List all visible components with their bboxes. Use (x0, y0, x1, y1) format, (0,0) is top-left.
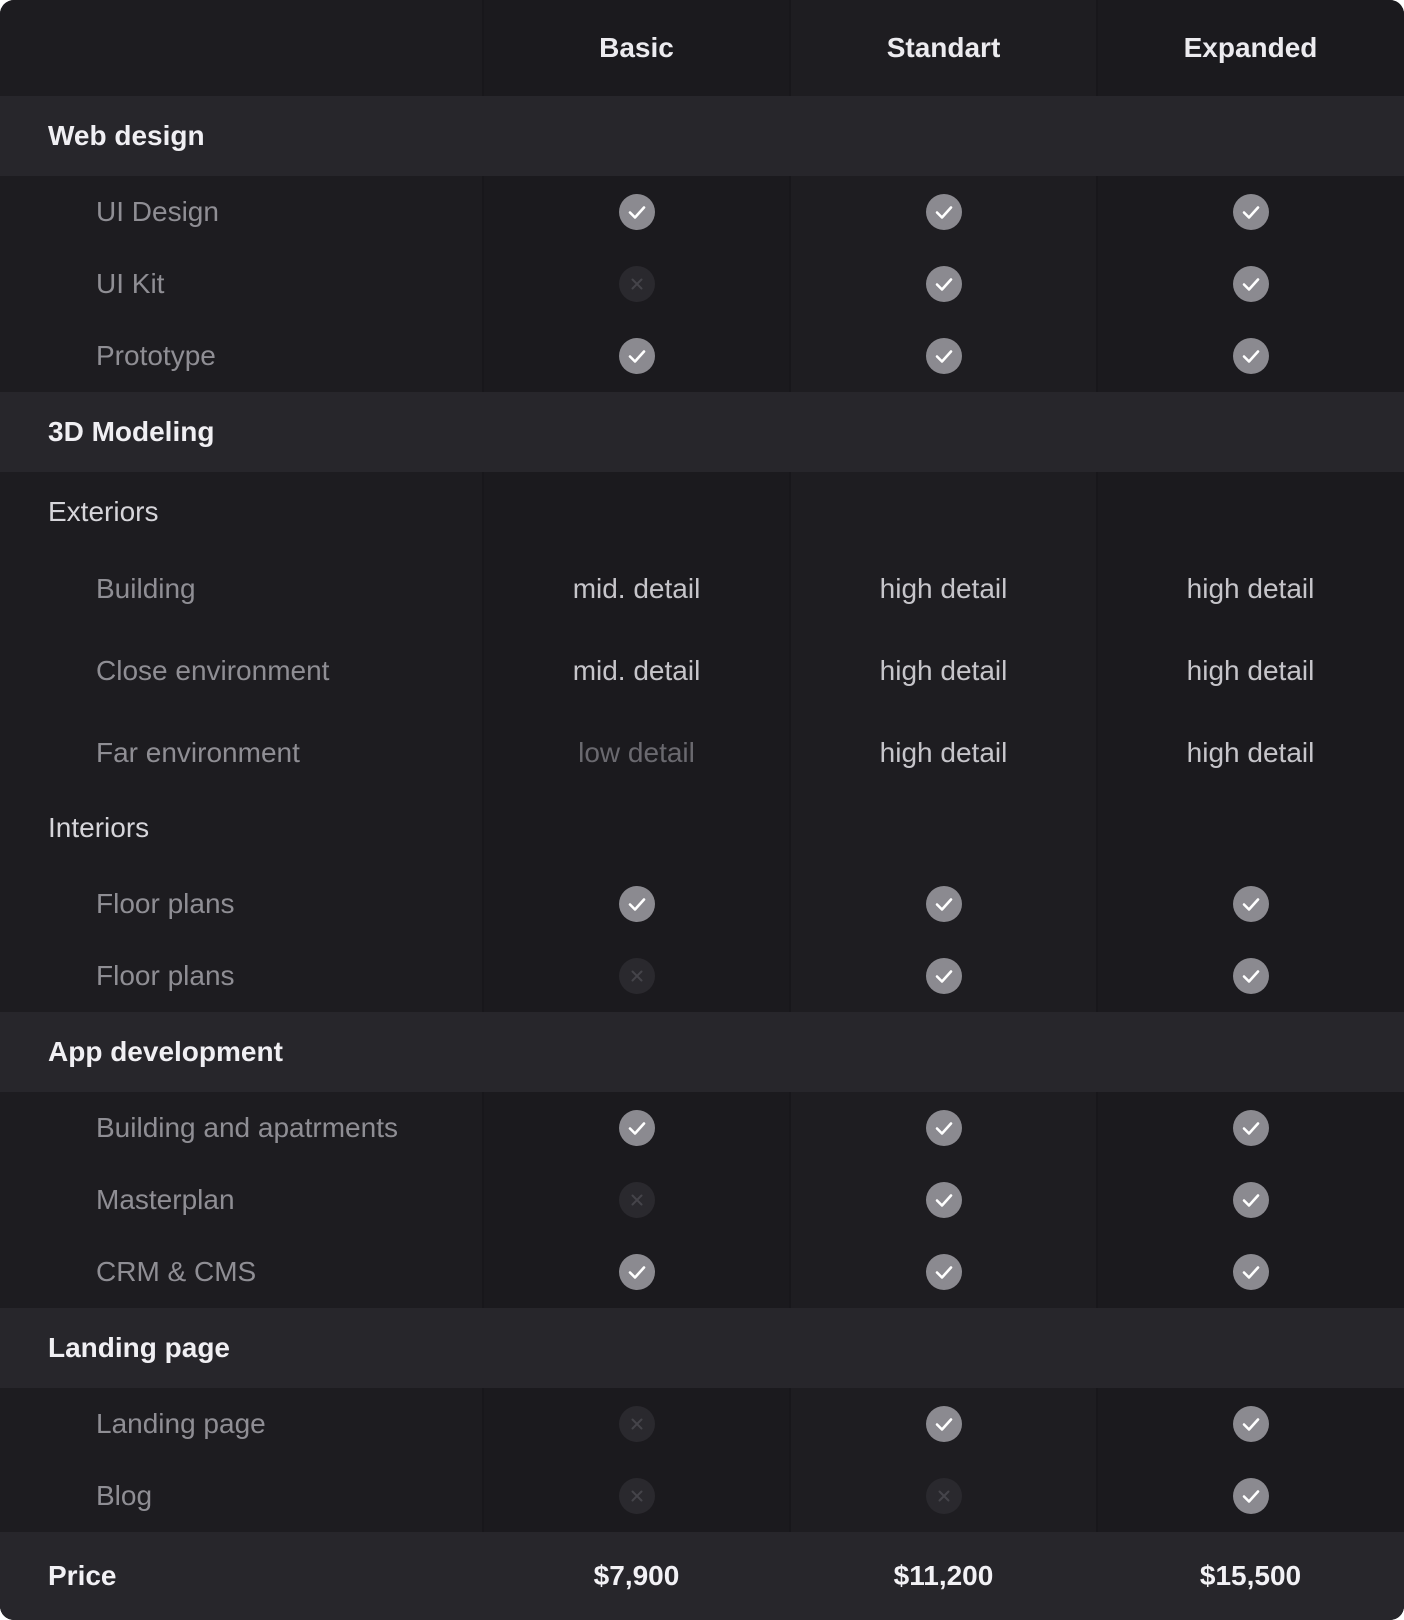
feature-label: Blog (96, 1480, 153, 1511)
cross-icon (619, 958, 655, 994)
section-row-3d-modeling (0, 392, 1404, 472)
cross-icon (926, 1478, 962, 1514)
feature-label: UI Design (96, 196, 219, 227)
feature-cell-standart (790, 868, 1097, 940)
feature-row (0, 712, 1404, 794)
check-icon (926, 886, 962, 922)
feature-cell-standart (790, 1460, 1097, 1532)
feature-cell-basic (483, 1092, 790, 1164)
feature-cell-basic (483, 248, 790, 320)
check-icon (926, 338, 962, 374)
feature-label: Floor plans (96, 960, 235, 991)
price-value: $7,900 (593, 1560, 680, 1591)
feature-cell-basic (483, 630, 790, 712)
price-standart (790, 1532, 1097, 1620)
feature-label: UI Kit (96, 268, 165, 299)
check-icon (926, 1182, 962, 1218)
feature-cell-standart (790, 712, 1097, 794)
subgroup-row-interiors (0, 788, 1404, 868)
feature-cell-standart (790, 320, 1097, 392)
section-row-landing-page (0, 1308, 1404, 1388)
feature-row (0, 248, 1404, 320)
detail-level: mid. detail (572, 655, 701, 686)
check-icon (926, 1406, 962, 1442)
check-icon (926, 1110, 962, 1146)
cross-icon (619, 1478, 655, 1514)
check-icon (619, 194, 655, 230)
feature-row (0, 1164, 1404, 1236)
header-row (0, 0, 1404, 96)
feature-cell-expanded (1097, 1164, 1404, 1236)
feature-label: Building and apatrments (96, 1112, 398, 1143)
feature-cell-standart (790, 940, 1097, 1012)
feature-row (0, 1236, 1404, 1308)
check-icon (1233, 338, 1269, 374)
feature-row (0, 868, 1404, 940)
feature-cell-basic (483, 1460, 790, 1532)
detail-level: high detail (1186, 655, 1315, 686)
feature-cell-expanded (1097, 1388, 1404, 1460)
feature-label: Masterplan (96, 1184, 235, 1215)
check-icon (619, 886, 655, 922)
feature-cell-expanded (1097, 248, 1404, 320)
feature-cell-expanded (1097, 940, 1404, 1012)
check-icon (926, 1254, 962, 1290)
feature-cell-basic (483, 1236, 790, 1308)
feature-row (0, 630, 1404, 712)
feature-cell-standart (790, 548, 1097, 630)
feature-cell-standart (790, 1164, 1097, 1236)
feature-label: Far environment (96, 737, 300, 768)
price-value: $11,200 (893, 1560, 994, 1591)
section-title: App development (48, 1036, 283, 1067)
feature-cell-basic (483, 712, 790, 794)
check-icon (1233, 958, 1269, 994)
feature-label: Building (96, 573, 196, 604)
check-icon (926, 266, 962, 302)
price-basic (483, 1532, 790, 1620)
feature-cell-standart (790, 1092, 1097, 1164)
feature-label: CRM & CMS (96, 1256, 257, 1287)
feature-cell-expanded (1097, 176, 1404, 248)
feature-cell-standart (790, 248, 1097, 320)
feature-cell-standart (790, 1388, 1097, 1460)
section-title: 3D Modeling (48, 416, 215, 447)
feature-cell-basic (483, 868, 790, 940)
check-icon (1233, 1254, 1269, 1290)
check-icon (1233, 194, 1269, 230)
detail-level: high detail (879, 573, 1008, 604)
subgroup-title: Exteriors (48, 496, 159, 527)
check-icon (619, 338, 655, 374)
feature-cell-expanded (1097, 1092, 1404, 1164)
feature-row (0, 176, 1404, 248)
price-value: $15,500 (1199, 1560, 1302, 1591)
feature-cell-expanded (1097, 1236, 1404, 1308)
feature-cell-basic (483, 1388, 790, 1460)
feature-cell-basic (483, 940, 790, 1012)
feature-row (0, 320, 1404, 392)
subgroup-title: Interiors (48, 812, 150, 843)
feature-cell-expanded (1097, 712, 1404, 794)
check-icon (1233, 266, 1269, 302)
feature-cell-expanded (1097, 548, 1404, 630)
feature-label: Floor plans (96, 888, 235, 919)
feature-cell-basic (483, 320, 790, 392)
price-expanded (1097, 1532, 1404, 1620)
check-icon (1233, 1406, 1269, 1442)
check-icon (1233, 886, 1269, 922)
check-icon (619, 1254, 655, 1290)
detail-level: high detail (879, 655, 1008, 686)
detail-level: high detail (879, 737, 1008, 768)
cross-icon (619, 1182, 655, 1218)
check-icon (1233, 1182, 1269, 1218)
detail-level: low detail (578, 737, 695, 768)
price-label: Price (48, 1560, 117, 1591)
detail-level: mid. detail (572, 573, 701, 604)
feature-cell-expanded (1097, 630, 1404, 712)
feature-row (0, 1388, 1404, 1460)
check-icon (1233, 1478, 1269, 1514)
section-row-web-design (0, 96, 1404, 176)
check-icon (926, 958, 962, 994)
section-title: Landing page (48, 1332, 230, 1363)
feature-row (0, 1460, 1404, 1532)
check-icon (619, 1110, 655, 1146)
plan-header-standart: Standart (886, 32, 1001, 63)
subgroup-row-exteriors (0, 472, 1404, 552)
plan-header-expanded: Expanded (1183, 32, 1318, 63)
feature-row (0, 1092, 1404, 1164)
feature-cell-standart (790, 630, 1097, 712)
check-icon (926, 194, 962, 230)
feature-row (0, 548, 1404, 630)
feature-cell-expanded (1097, 1460, 1404, 1532)
detail-level: high detail (1186, 573, 1315, 604)
feature-cell-standart (790, 176, 1097, 248)
check-icon (1233, 1110, 1269, 1146)
section-row-app-development (0, 1012, 1404, 1092)
section-title: Web design (48, 120, 205, 151)
feature-cell-basic (483, 176, 790, 248)
price-row (0, 1532, 1404, 1620)
feature-row (0, 940, 1404, 1012)
feature-cell-expanded (1097, 868, 1404, 940)
cross-icon (619, 1406, 655, 1442)
feature-label: Landing page (96, 1408, 266, 1439)
feature-cell-basic (483, 1164, 790, 1236)
feature-cell-expanded (1097, 320, 1404, 392)
feature-cell-basic (483, 548, 790, 630)
feature-cell-standart (790, 1236, 1097, 1308)
cross-icon (619, 266, 655, 302)
plan-header-basic: Basic (599, 32, 674, 63)
feature-label: Close environment (96, 655, 330, 686)
feature-label: Prototype (96, 340, 216, 371)
detail-level: high detail (1186, 737, 1315, 768)
